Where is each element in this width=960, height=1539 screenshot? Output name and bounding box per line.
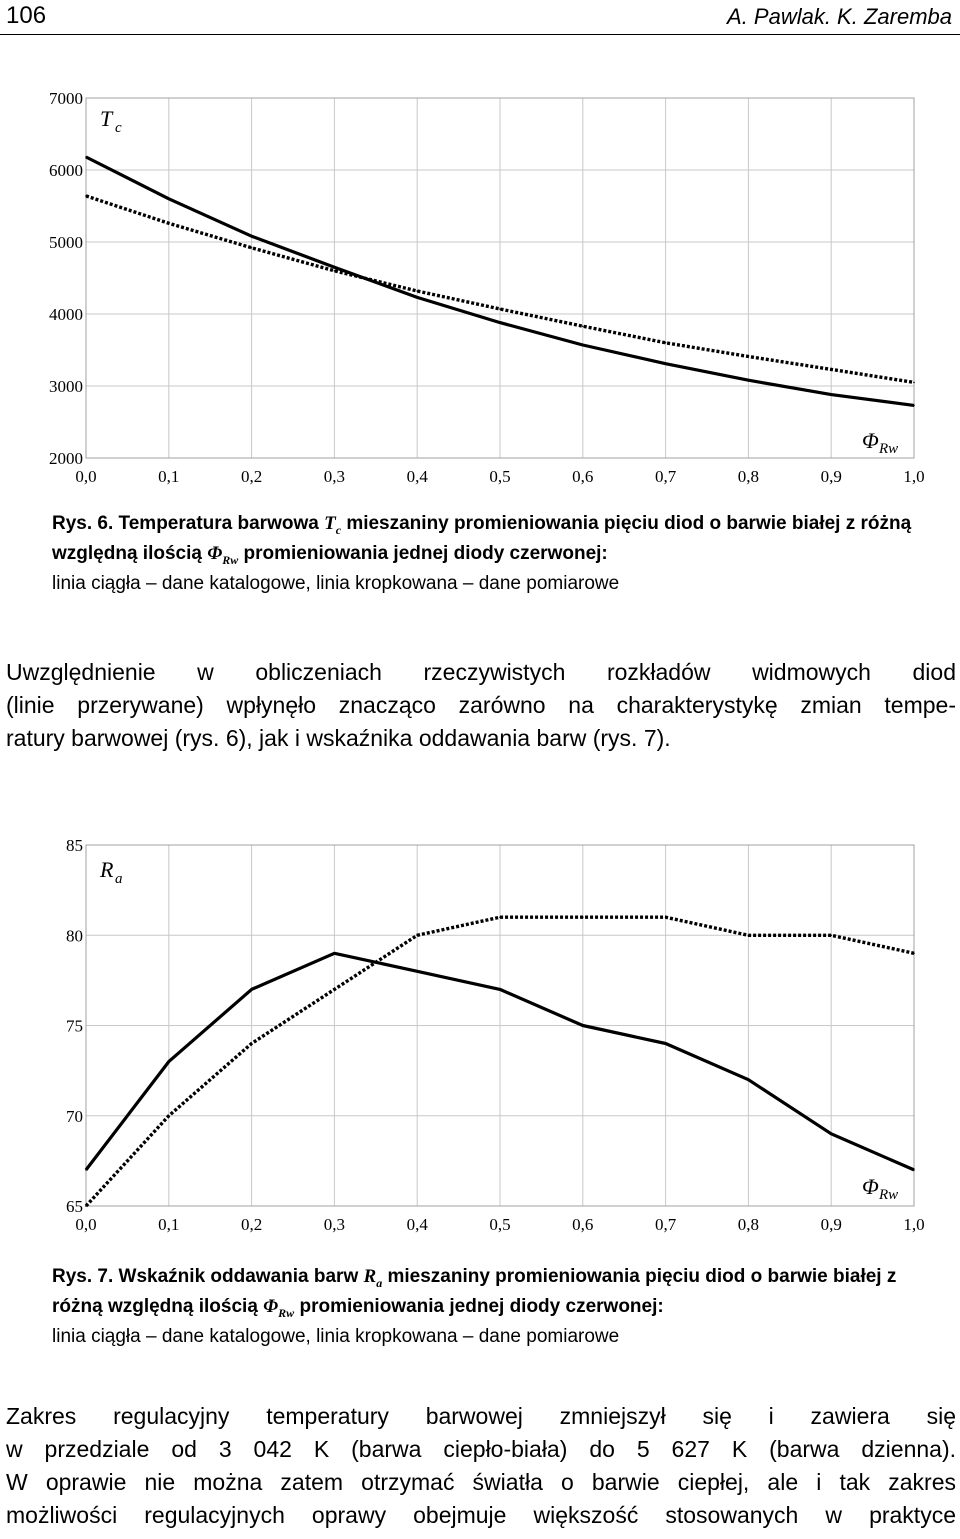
x-tick-label: 0,6 bbox=[572, 467, 594, 486]
x-tick-label: 0,4 bbox=[406, 467, 428, 486]
x-tick-label: 0,7 bbox=[654, 467, 677, 486]
caption-text: Temperatura barwowa bbox=[118, 513, 319, 534]
y-tick-label: 80 bbox=[66, 926, 83, 946]
data-point bbox=[913, 405, 915, 407]
page-number: 106 bbox=[6, 2, 47, 29]
paragraph-line: możliwości regulacyjnych oprawy obejmuje większość stosowanych w praktyce bbox=[6, 1502, 956, 1528]
x-tick-label: 0,3 bbox=[323, 467, 346, 486]
paragraph-line: W oprawie nie można zatem otrzymać światła o barwie ciepłej, ale i tak zakres bbox=[6, 1469, 956, 1495]
caption-prefix: Rys. 7. bbox=[52, 1266, 114, 1287]
data-point bbox=[416, 297, 418, 299]
x-tick-label: 0,1 bbox=[158, 467, 180, 486]
x-axis-title: Φ bbox=[862, 1174, 879, 1199]
x-tick-label: 1,0 bbox=[903, 1215, 925, 1234]
data-point bbox=[334, 989, 336, 991]
data-point bbox=[251, 1043, 253, 1045]
data-point bbox=[582, 1025, 584, 1027]
data-point bbox=[499, 989, 501, 991]
header-rule bbox=[0, 34, 960, 35]
x-tick-label: 1,0 bbox=[903, 467, 925, 486]
x-tick-label: 0,6 bbox=[572, 1215, 594, 1234]
data-point bbox=[913, 1169, 915, 1171]
data-point bbox=[85, 195, 87, 197]
figure-7-caption bbox=[52, 1265, 932, 1349]
x-tick-label: 0,5 bbox=[489, 467, 511, 486]
x-tick-label: 0,5 bbox=[489, 1215, 511, 1234]
data-point bbox=[334, 270, 336, 272]
caption-prefix: Rys. 6. bbox=[52, 513, 114, 534]
y-tick-label: 75 bbox=[66, 1016, 83, 1036]
data-point bbox=[251, 989, 253, 991]
x-tick-label: 0,1 bbox=[158, 1215, 180, 1234]
data-point bbox=[416, 290, 418, 292]
paragraph-line: (linie przerywane) wpłynęło znacząco zarówno na charakterystykę zmian tempe- bbox=[6, 692, 956, 718]
y-axis-title-subscript: c bbox=[115, 120, 122, 136]
data-point bbox=[748, 379, 750, 381]
x-tick-label: 0,0 bbox=[75, 1215, 97, 1234]
data-point bbox=[830, 934, 832, 936]
data-point bbox=[582, 344, 584, 346]
symbol-ra: $R_a$ bbox=[363, 1266, 383, 1290]
figure-6-chart bbox=[0, 80, 960, 500]
y-tick-label: 2000 bbox=[49, 449, 83, 468]
y-axis-title-subscript: a bbox=[115, 871, 123, 887]
caption-legend-note: linia ciągła – dane katalogowe, linia kropkowana – dane pomiarowe bbox=[52, 1325, 620, 1347]
data-point bbox=[416, 934, 418, 936]
body-paragraph-2 bbox=[6, 1400, 956, 1532]
y-tick-label: 65 bbox=[66, 1197, 83, 1216]
data-point bbox=[334, 953, 336, 955]
data-point bbox=[830, 394, 832, 396]
y-axis-title: R bbox=[100, 857, 114, 882]
data-point bbox=[913, 382, 915, 384]
paragraph-line: w przedziale od 3 042 K (barwa ciepło-biała) do 5 627 K (barwa dzienna). bbox=[6, 1436, 956, 1462]
x-tick-label: 0,9 bbox=[820, 1215, 842, 1234]
x-tick-label: 0,7 bbox=[654, 1215, 677, 1234]
x-tick-label: 0,8 bbox=[737, 1215, 760, 1234]
data-point bbox=[334, 266, 336, 268]
paragraph-line: Uwzględnienie w obliczeniach rzeczywistych rozkładów widmowych diod bbox=[6, 659, 956, 685]
caption-text: Wskaźnik oddawania barw bbox=[118, 1266, 359, 1287]
y-tick-label: 3000 bbox=[49, 377, 83, 396]
data-point bbox=[830, 369, 832, 371]
data-point bbox=[499, 308, 501, 310]
y-tick-label: 7000 bbox=[49, 89, 83, 108]
data-point bbox=[582, 916, 584, 918]
data-point bbox=[665, 1043, 667, 1045]
data-point bbox=[748, 356, 750, 358]
x-tick-label: 0,2 bbox=[240, 467, 263, 486]
data-point bbox=[85, 156, 87, 158]
caption-text: promieniowania jednej diody czerwonej: bbox=[243, 542, 608, 564]
x-tick-label: 0,4 bbox=[406, 1215, 428, 1234]
caption-text: mieszaniny promieniowania pięciu diod o barwie białej z różną względną ilością bbox=[52, 1266, 897, 1317]
x-tick-label: 0,2 bbox=[240, 1215, 263, 1234]
data-point bbox=[748, 934, 750, 936]
body-paragraph-1 bbox=[6, 656, 956, 755]
page-header bbox=[0, 0, 960, 36]
y-tick-label: 70 bbox=[66, 1106, 83, 1126]
symbol-phi-rw: $\Phi_{Rw}$ bbox=[263, 1295, 295, 1320]
data-point bbox=[665, 916, 667, 918]
data-point bbox=[665, 363, 667, 365]
data-point bbox=[499, 916, 501, 918]
running-head: A. Pawlak. K. Zaremba bbox=[727, 4, 952, 29]
y-tick-label: 4000 bbox=[49, 305, 83, 324]
data-point bbox=[168, 222, 170, 224]
data-point bbox=[416, 971, 418, 973]
caption-text: promieniowania jednej diody czerwonej: bbox=[299, 1295, 664, 1317]
data-point bbox=[251, 235, 253, 237]
data-point bbox=[168, 1115, 170, 1117]
x-axis-title-subscript: Rw bbox=[879, 1187, 899, 1203]
paragraph-line: Zakres regulacyjny temperatury barwowej zmniejszył się i zawiera się bbox=[6, 1403, 956, 1429]
x-tick-label: 0,3 bbox=[323, 1215, 346, 1234]
x-tick-label: 0,0 bbox=[75, 467, 97, 486]
symbol-phi-rw: $\Phi_{Rw}$ bbox=[207, 542, 239, 567]
data-point bbox=[830, 1133, 832, 1135]
data-point bbox=[251, 247, 253, 249]
data-point bbox=[748, 1079, 750, 1081]
data-point bbox=[168, 1061, 170, 1063]
paragraph-line: ratury barwowej (rys. 6), jak i wskaźnika oddawania barw (rys. 7). bbox=[6, 725, 671, 751]
x-tick-label: 0,8 bbox=[737, 467, 760, 486]
caption-text: mieszaniny promieniowania pięciu diod o barwie białej z różną względną ilością bbox=[52, 513, 912, 564]
figure-6-caption bbox=[52, 512, 932, 596]
y-tick-label: 5000 bbox=[49, 233, 83, 252]
data-point bbox=[913, 953, 915, 955]
data-point bbox=[85, 1205, 87, 1207]
x-tick-label: 0,9 bbox=[820, 467, 842, 486]
figure-7-chart bbox=[0, 830, 960, 1250]
data-point bbox=[499, 322, 501, 324]
y-tick-label: 85 bbox=[66, 836, 83, 855]
data-point bbox=[168, 198, 170, 200]
y-axis-title: T bbox=[100, 106, 113, 131]
x-axis-title-subscript: Rw bbox=[879, 441, 899, 457]
data-point bbox=[665, 342, 667, 344]
caption-legend-note: linia ciągła – dane katalogowe, linia kropkowana – dane pomiarowe bbox=[52, 572, 620, 594]
data-point bbox=[85, 1169, 87, 1171]
y-tick-label: 6000 bbox=[49, 161, 83, 180]
symbol-tc: $T_c$ bbox=[324, 513, 342, 537]
x-axis-title: Φ bbox=[862, 428, 879, 453]
data-point bbox=[582, 325, 584, 327]
